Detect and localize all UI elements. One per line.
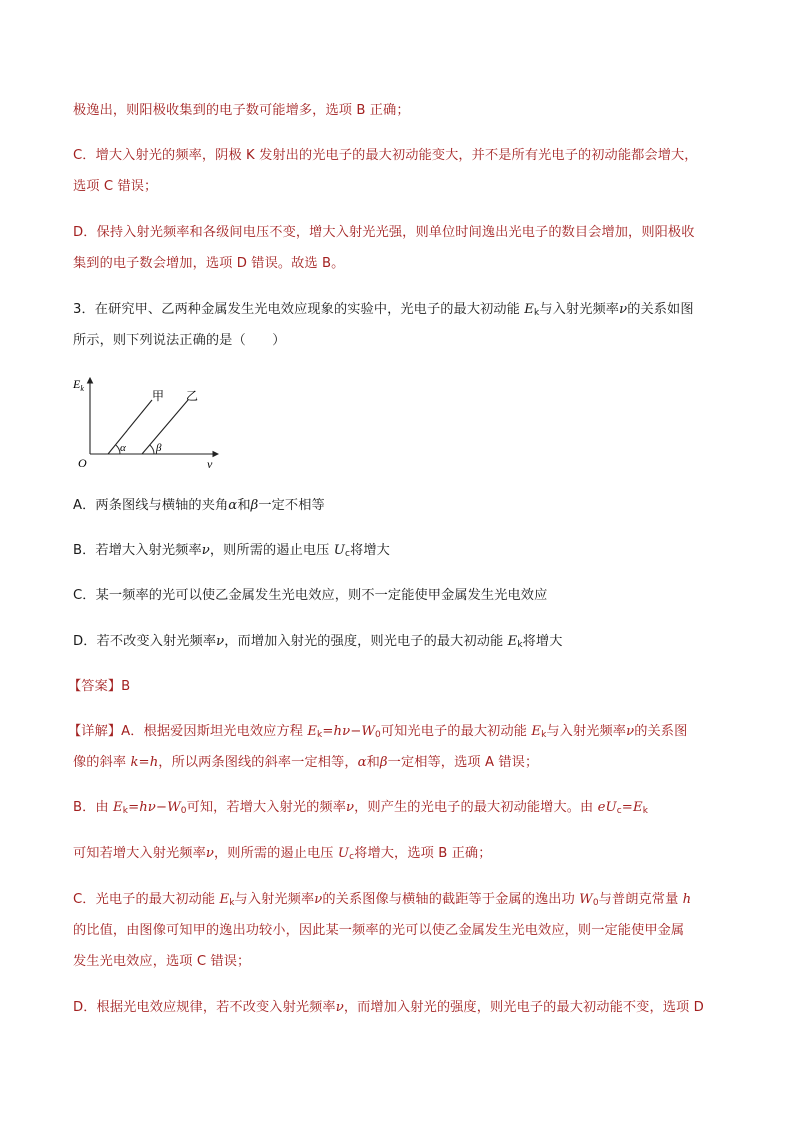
x-axis-label: v xyxy=(207,457,213,471)
explanation-text: 一定相等，选项 A 错误； xyxy=(387,755,539,770)
explanation-a-line1 xyxy=(68,723,734,741)
explanation-c-line3: 发生光电效应，选项 C 错误； xyxy=(73,954,251,969)
nu-symbol: ν xyxy=(205,846,214,861)
equation: =E xyxy=(621,800,643,815)
ek-symbol: E xyxy=(307,724,318,739)
option-d xyxy=(73,633,734,651)
option-d-text: 将增大 xyxy=(522,634,563,649)
equation: =hν−W xyxy=(322,724,376,739)
nu-symbol: ν xyxy=(201,543,210,558)
question-text: 与入射光频率 xyxy=(539,302,620,317)
w0-subscript: 0 xyxy=(592,898,599,908)
explanation-text: 可知若增大入射光频率 xyxy=(73,846,206,861)
nu-symbol: ν xyxy=(314,892,323,907)
explanation-text: D．根据光电效应规律，若不改变入射光频率 xyxy=(73,1000,336,1015)
line-jia xyxy=(108,400,152,454)
ek-symbol: E xyxy=(524,302,535,317)
option-a-text: 一定不相等 xyxy=(258,498,325,513)
option-d-text: ，而增加入射光的强度，则光电子的最大初动能 xyxy=(224,634,508,649)
ek-subscript: k xyxy=(122,806,129,816)
nu-symbol: ν xyxy=(619,302,628,317)
option-d-text: D．若不改变入射光频率 xyxy=(73,634,217,649)
explanation-d-line1 xyxy=(73,999,734,1017)
w0-subscript: 0 xyxy=(375,730,381,740)
angle-alpha-label: α xyxy=(120,442,126,454)
equation: k=h xyxy=(130,755,159,770)
prev-analysis-c-line2: 选项 C 错误； xyxy=(73,179,158,194)
option-c: C．某一频率的光可以使乙金属发生光电效应，则不一定能使甲金属发生光电效应 xyxy=(73,588,548,603)
explanation-text: ，则产生的光电子的最大初动能增大。由 xyxy=(354,800,598,815)
ek-subscript: k xyxy=(642,806,648,816)
ek-nu-graph xyxy=(70,372,230,472)
explanation-text: ，而增加入射光的强度，则光电子的最大初动能不变，选项 D xyxy=(343,1000,704,1015)
explanation-text: 将增大，选项 B 正确； xyxy=(354,846,492,861)
explanation-text: 与入射光频率 xyxy=(234,892,315,907)
explanation-b-line2 xyxy=(73,845,734,863)
explanation-text: 的关系图 xyxy=(634,724,688,739)
h-symbol: h xyxy=(682,892,692,907)
answer-label: 【答案】 xyxy=(68,679,122,694)
option-b-text: B．若增大入射光频率 xyxy=(73,543,202,558)
explanation-text: ，则所需的遏止电压 xyxy=(214,846,338,861)
ek-subscript: k xyxy=(541,730,547,740)
nu-symbol: ν xyxy=(346,800,355,815)
question-stem-line1 xyxy=(73,301,734,319)
beta-symbol: β xyxy=(379,755,388,770)
question-text: 的关系如图 xyxy=(627,302,694,317)
explanation-text: A．根据爱因斯坦光电效应方程 xyxy=(121,724,308,739)
option-a-text: 和 xyxy=(237,498,251,513)
explanation-text: 与普朗克常量 xyxy=(598,892,683,907)
prev-analysis-c-line1: C．增大入射光的频率，阴极 K 发射出的光电子的最大初动能变大，并不是所有光电子的初动能都会增大， xyxy=(73,148,698,163)
line-yi xyxy=(142,400,188,454)
explanation-text: 像的斜率 xyxy=(73,755,131,770)
explanation-label: 【详解】 xyxy=(68,724,122,739)
explanation-text: 与入射光频率 xyxy=(546,724,627,739)
uc-subscript: c xyxy=(616,806,622,816)
option-b xyxy=(73,542,734,560)
y-axis-label: $E_k$ xyxy=(73,377,84,393)
explanation-a-line2 xyxy=(73,754,734,772)
beta-symbol: β xyxy=(250,498,259,513)
ek-subscript: k xyxy=(229,898,235,908)
explanation-c-line1 xyxy=(73,891,734,909)
explanation-text: 可知，若增大入射光的频率 xyxy=(186,800,347,815)
question-stem-line2: 所示，则下列说法正确的是（ ） xyxy=(73,333,286,348)
w0-subscript: 0 xyxy=(180,806,187,816)
angle-beta-label: β xyxy=(156,442,162,454)
option-b-text: 将增大 xyxy=(350,543,390,558)
nu-symbol: ν xyxy=(626,724,635,739)
alpha-symbol: α xyxy=(228,498,238,513)
option-b-text: ，则所需的遏止电压 xyxy=(209,543,334,558)
explanation-text: 的关系图像与横轴的截距等于金属的逸出功 xyxy=(322,892,580,907)
origin-label: O xyxy=(78,456,87,470)
prev-analysis-d-line1: D．保持入射光频率和各级间电压不变，增大入射光光强，则单位时间逸出光电子的数目会增加，则阳极收 xyxy=(73,225,695,240)
nu-symbol: ν xyxy=(335,1000,344,1015)
answer-value: B xyxy=(121,679,131,694)
prev-analysis-b-continuation: 极逸出，则阳极收集到的电子数可能增多，选项 B 正确； xyxy=(73,103,410,118)
explanation-text: 可知光电子的最大初动能 xyxy=(380,724,532,739)
explanation-text: B．由 xyxy=(73,800,114,815)
answer xyxy=(68,678,734,696)
angle-beta-arc xyxy=(150,445,154,454)
ek-symbol: E xyxy=(507,634,518,649)
nu-symbol: ν xyxy=(216,634,225,649)
explanation-c-line2: 的比值，由图像可知甲的逸出功较小，因此某一频率的光可以使乙金属发生光电效应，则一定能使甲金属 xyxy=(73,923,685,938)
ek-subscript: k xyxy=(317,730,323,740)
alpha-symbol: α xyxy=(357,755,367,770)
explanation-text: ，所以两条图线的斜率一定相等， xyxy=(158,755,358,770)
w0-symbol: W xyxy=(579,892,593,907)
option-a xyxy=(73,497,734,515)
prev-analysis-d-line2: 集到的电子数会增加，选项 D 错误。故选 B。 xyxy=(73,256,345,271)
equation: eU xyxy=(597,800,617,815)
explanation-b-line1 xyxy=(73,799,734,817)
line-jia-label: 甲 xyxy=(152,389,165,403)
ek-symbol: E xyxy=(219,892,230,907)
option-a-text: A．两条图线与横轴的夹角 xyxy=(73,498,229,513)
uc-symbol: U xyxy=(333,543,345,558)
line-yi-label: 乙 xyxy=(186,389,199,403)
ek-symbol: E xyxy=(531,724,542,739)
uc-subscript: c xyxy=(349,852,355,862)
question-text: 3．在研究甲、乙两种金属发生光电效应现象的实验中，光电子的最大初动能 xyxy=(73,302,525,317)
explanation-text: C．光电子的最大初动能 xyxy=(73,892,220,907)
uc-subscript: c xyxy=(344,549,351,559)
explanation-text: 和 xyxy=(366,755,380,770)
uc-symbol: U xyxy=(337,846,350,861)
equation: =hν−W xyxy=(128,800,181,815)
ek-symbol: E xyxy=(113,800,123,815)
ek-subscript: k xyxy=(534,308,540,318)
ek-subscript: k xyxy=(517,640,523,650)
